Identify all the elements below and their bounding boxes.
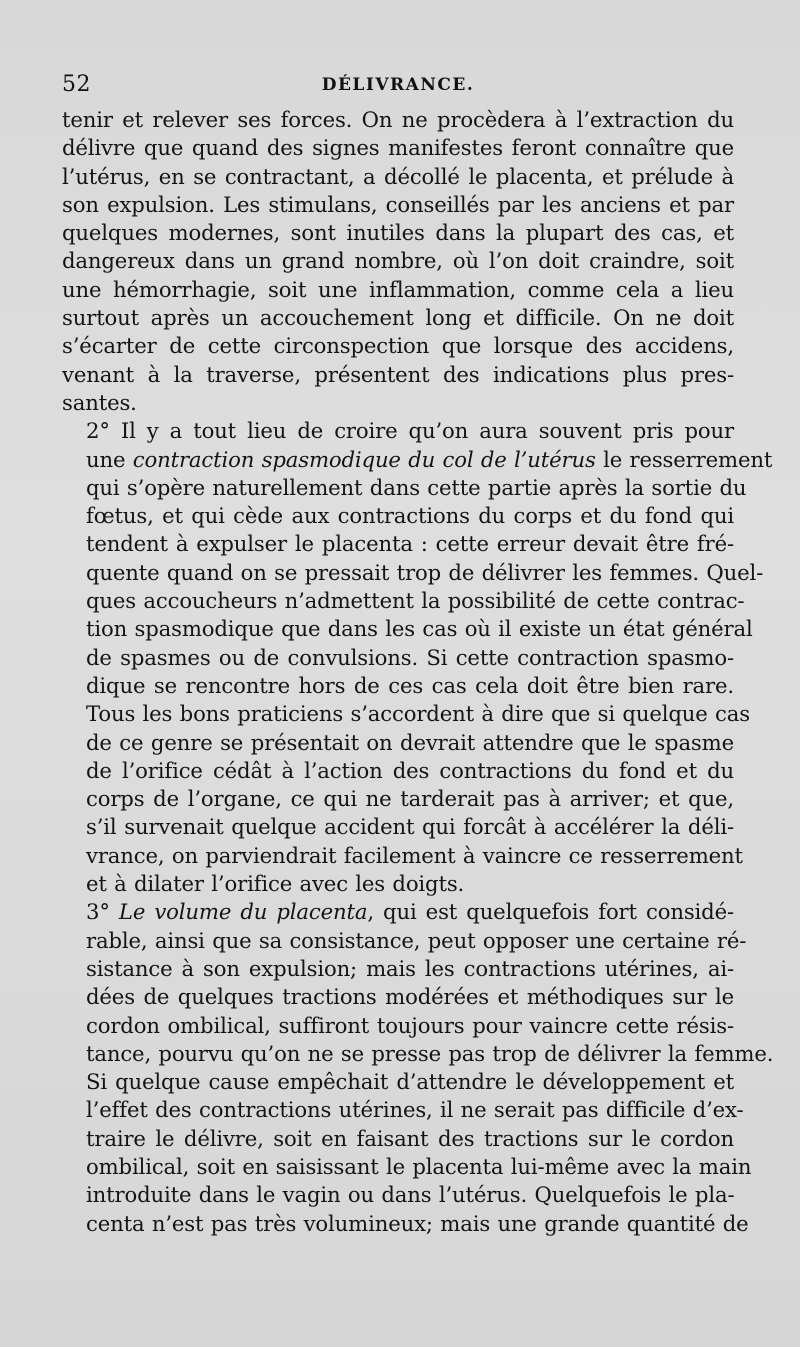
body-text <box>62 106 774 1238</box>
text-line: introduite dans le vagin ou dans l’utérus. Quelquefois le pla- <box>86 1182 735 1208</box>
text-line: corps de l’organe, ce qui ne tarderait pas à arriver; et que, <box>86 786 734 812</box>
text-line: vrance, on parviendrait facilement à vaincre ce resserrement <box>86 842 743 868</box>
text-run: , qui est quelquefois fort considé- <box>367 899 734 925</box>
paragraph-3 <box>62 898 774 1238</box>
text-run: une <box>86 446 133 472</box>
text-line: tenir et relever ses forces. On ne procèdera à l’extraction du <box>62 107 734 132</box>
text-line: s’écarter de cette circonspection que lorsque des accidens, <box>62 333 734 359</box>
text-line: Tous les bons praticiens s’accordent à dire que si quelque cas <box>86 701 750 727</box>
text-line: quente quand on se pressait trop de délivrer les femmes. Quel- <box>86 559 764 585</box>
text-line: ombilical, soit en saisissant le placenta lui-même avec la main <box>86 1153 752 1179</box>
text-line-mixed <box>62 446 773 474</box>
text-line: de spasmes ou de convulsions. Si cette contraction spasmo- <box>86 644 734 670</box>
text-line: une hémorrhagie, soit une inflammation, comme cela a lieu <box>62 276 734 302</box>
text-line: dées de quelques tractions modérées et méthodiques sur le <box>86 984 734 1010</box>
text-line: l’effet des contractions utérines, il ne serait pas difficile d’ex- <box>86 1097 744 1123</box>
page-number: 52 <box>62 72 91 97</box>
text-line: tion spasmodique que dans les cas où il existe un état général <box>86 616 753 642</box>
text-line: fœtus, et qui cède aux contractions du corps et du fond qui <box>86 503 734 529</box>
text-line: ques accoucheurs n’admettent la possibilité de cette contrac- <box>86 588 745 614</box>
paragraph-continuation <box>62 106 734 417</box>
text-line: de ce genre se présentait on devrait attendre que le spasme <box>86 729 734 755</box>
text-line: dangereux dans un grand nombre, où l’on doit craindre, soit <box>62 248 734 274</box>
text-line: et à dilater l’orifice avec les doigts. <box>86 871 465 897</box>
text-line: délivre que quand des signes manifestes feront connaître que <box>62 135 734 161</box>
text-line: qui s’opère naturellement dans cette partie après la sortie du <box>86 474 747 500</box>
text-line: traire le délivre, soit en faisant des tractions sur le cordon <box>86 1125 734 1151</box>
text-line-mixed <box>62 898 734 926</box>
text-line: cordon ombilical, suffiront toujours pour vaincre cette résis- <box>86 1012 734 1038</box>
text-line: santes. <box>62 389 137 415</box>
text-line: centa n’est pas très volumineux; mais une grande quantité de <box>86 1210 749 1236</box>
italic-term: Le volume du placenta <box>118 899 368 925</box>
paragraph-2 <box>62 417 773 898</box>
text-line: Si quelque cause empêchait d’attendre le développement et <box>86 1069 734 1095</box>
text-line: rable, ainsi que sa consistance, peut opposer une certaine ré- <box>86 927 747 953</box>
running-title: DÉLIVRANCE. <box>321 75 475 95</box>
text-line: tendent à expulser le placenta : cette erreur devait être fré- <box>86 531 734 557</box>
text-line: quelques modernes, sont inutiles dans la plupart des cas, et <box>62 220 734 246</box>
text-line: 2° Il y a tout lieu de croire qu’on aura souvent pris pour <box>86 418 734 444</box>
text-line: tance, pourvu qu’on ne se presse pas trop de délivrer la femme. <box>86 1040 774 1066</box>
text-line: dique se rencontre hors de ces cas cela doit être bien rare. <box>86 672 734 698</box>
italic-term: contraction spasmodique du col de l’utérus <box>132 446 596 472</box>
text-line: son expulsion. Les stimulans, conseillés par les anciens et par <box>62 191 734 217</box>
text-line: venant à la traverse, présentent des indications plus pres- <box>62 361 734 387</box>
text-line: s’il survenait quelque accident qui forcât à accélérer la déli- <box>86 814 734 840</box>
text-line: de l’orifice cédât à l’action des contractions du fond et du <box>86 757 734 783</box>
text-line: sistance à son expulsion; mais les contractions utérines, ai- <box>86 955 734 981</box>
text-run: le resserrement <box>595 446 773 472</box>
text-line: l’utérus, en se contractant, a décollé le placenta, et prélude à <box>62 163 734 189</box>
text-run: 3° <box>86 899 119 925</box>
running-head <box>62 72 734 106</box>
text-line: surtout après un accouchement long et difficile. On ne doit <box>62 305 734 331</box>
